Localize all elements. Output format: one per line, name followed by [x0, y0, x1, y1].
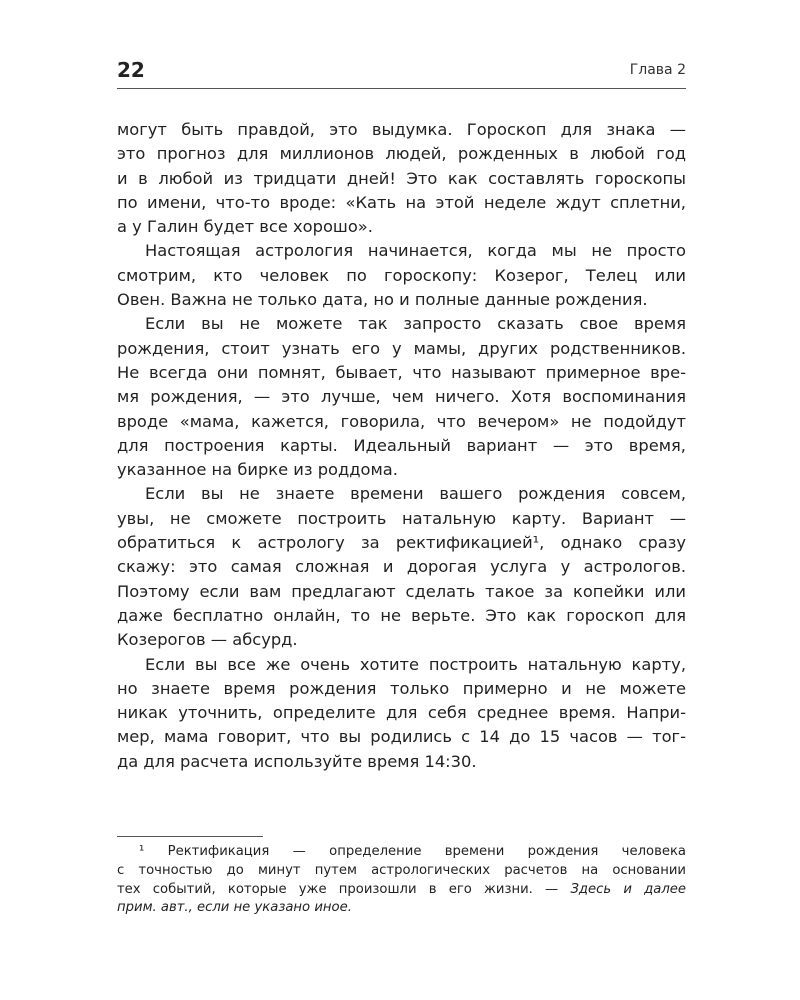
text-line: для построения карты. Идеальный вариант — это время,: [117, 435, 686, 455]
text-line: Если вы не можете так запросто сказать свое время: [145, 314, 686, 334]
text-line: мя рождения, — это лучше, чем ничего. Хотя воспоминания: [117, 387, 686, 407]
text-line: обратиться к астрологу за ректификацией¹, однако сразу: [117, 533, 686, 553]
footnote-italic: Здесь и далее: [570, 881, 686, 897]
running-header: [117, 56, 686, 89]
text-line: по имени, что-то вроде: «Кать на этой неделе ждут сплетни,: [117, 192, 686, 212]
text-line: Настоящая астрология начинается, когда мы не просто: [145, 241, 686, 261]
footnote-italic: прим. авт., если не указано иное.: [117, 900, 352, 916]
text-line: Если вы не знаете времени вашего рождения совсем,: [145, 484, 686, 504]
text-line: это прогноз для миллионов людей, рожденных в любой год: [117, 144, 686, 164]
footnote-line: с точностью до минут путем астрологических расчетов на основании: [117, 862, 686, 878]
text-line: рождения, стоит узнать его у мамы, других родственников.: [117, 338, 686, 358]
footnote-line: ¹ Ректификация — определение времени рождения человека: [139, 844, 686, 859]
body-text: [117, 118, 686, 774]
text-line: смотрим, кто человек по гороскопу: Козерог, Телец или: [117, 265, 686, 285]
text-line: увы, не сможете построить натальную карту. Вариант —: [117, 508, 686, 528]
text-line: но знаете время рождения только примерно и не можете: [117, 678, 686, 698]
text-line: Поэтому если вам предлагают сделать такое за копейки или: [117, 581, 686, 601]
text-line: могут быть правдой, это выдумка. Гороскоп для знака —: [117, 120, 686, 139]
text-line: и в любой из тридцати дней! Это как составлять гороскопы: [117, 168, 686, 188]
text-line: Овен. Важна не только дата, но и полные данные рождения.: [117, 290, 648, 310]
text-line: вроде «мама, кажется, говорила, что вечером» не подойдут: [117, 411, 686, 431]
page-number: 22: [117, 58, 145, 82]
footnote: [117, 843, 686, 918]
text-line: никак уточнить, определите для себя среднее время. Напри-: [117, 703, 686, 723]
footnote-separator: [117, 836, 263, 837]
text-line: Не всегда они помнят, бывает, что называют примерное вре-: [117, 362, 686, 382]
text-line: Если вы все же очень хотите построить натальную карту,: [145, 654, 686, 674]
text-line: а у Галин будет все хорошо».: [117, 217, 373, 237]
footnote-line: [117, 899, 686, 918]
footnote-text: тех событий, которые уже произошли в его жизни. —: [117, 881, 571, 897]
text-line: даже бесплатно онлайн, то не верьте. Это как гороскоп для: [117, 605, 686, 625]
text-line: мер, мама говорит, что вы родились с 14 до 15 часов — тог-: [117, 727, 686, 747]
text-line: указанное на бирке из роддома.: [117, 460, 398, 480]
text-line: скажу: это самая сложная и дорогая услуга у астрологов.: [117, 557, 686, 577]
footnote-line: [117, 881, 686, 900]
chapter-title: Глава 2: [629, 62, 686, 78]
text-line: Козерогов — абсурд.: [117, 630, 298, 650]
text-line: да для расчета используйте время 14:30.: [117, 751, 477, 771]
